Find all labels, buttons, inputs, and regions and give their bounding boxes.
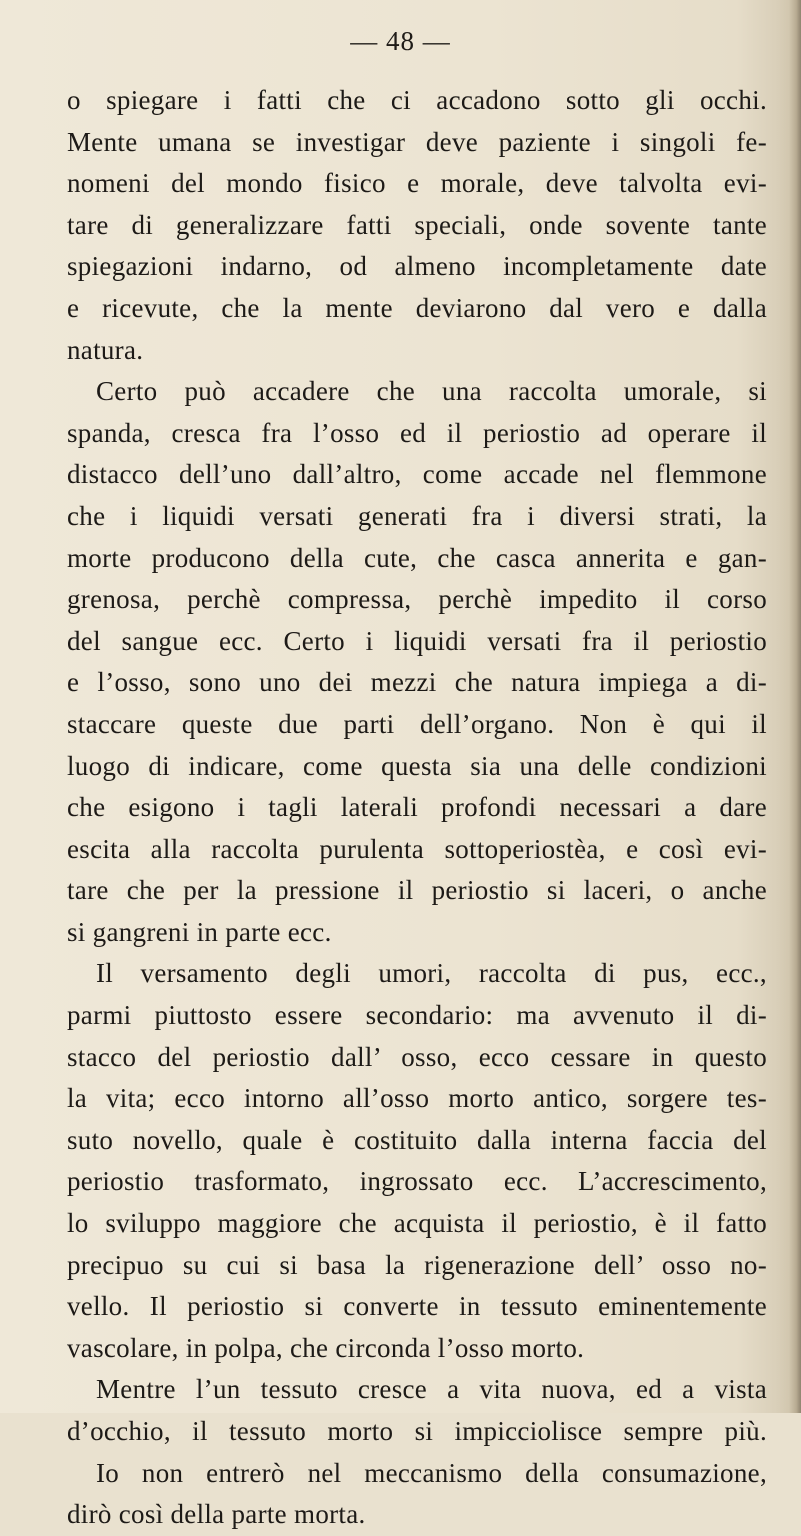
text-line: vello. Il periostio si converte in tessuto eminentemente [67,1291,767,1322]
text-line: Mentre l’un tessuto cresce a vita nuova, ed a vista [96,1374,767,1405]
text-line: la vita; ecco intorno all’osso morto antico, sorgere tes- [67,1083,767,1114]
text-line: e ricevute, che la mente deviarono dal vero e dalla [67,292,767,323]
page-edge-shadow [789,0,801,1413]
text-line: Certo può accadere che una raccolta umorale, si [96,376,767,407]
text-line: distacco dell’uno dall’altro, come accade nel flemmone [67,459,767,490]
text-line: natura. [67,334,144,365]
text-line: morte producono della cute, che casca annerita e gan- [67,542,767,573]
text-line: che i liquidi versati generati fra i diversi strati, la [67,500,767,531]
text-line: periostio trasformato, ingrossato ecc. L’accrescimento, [67,1166,767,1197]
text-line: Io non entrerò nel meccanismo della consumazione, [96,1457,767,1488]
text-line: d’occhio, il tessuto morto si impicciolisce sempre più. [67,1416,767,1446]
text-line: stacco del periostio dall’ osso, ecco cessare in questo [67,1041,767,1072]
text-line: Il versamento degli umori, raccolta di pus, ecc., [96,958,767,989]
text-line: e l’osso, sono uno dei mezzi che natura impiega a di- [67,667,767,698]
text-line: lo sviluppo maggiore che acquista il periostio, è il fatto [67,1208,767,1239]
body-text [67,80,767,1536]
text-line: si gangreni in parte ecc. [67,916,332,947]
page-number: — 48 — [350,26,451,56]
text-line: tare di generalizzare fatti speciali, onde sovente tante [67,209,767,240]
text-line: spiegazioni indarno, od almeno incompletamente date [67,251,767,282]
text-line: o spiegare i fatti che ci accadono sotto gli occhi. [67,85,767,115]
text-line: parmi piuttosto essere secondario: ma avvenuto il di- [67,1000,767,1031]
text-line: grenosa, perchè compressa, perchè impedito il corso [67,584,767,615]
text-line: dirò così della parte morta. [67,1499,366,1530]
text-line: che esigono i tagli laterali profondi necessari a dare [67,792,767,823]
text-line: staccare queste due parti dell’organo. Non è qui il [67,708,767,739]
text-line: escita alla raccolta purulenta sottoperiostèa, e così evi- [67,833,767,864]
text-line: del sangue ecc. Certo i liquidi versati fra il periostio [67,625,767,656]
text-line: spanda, cresca fra l’osso ed il periostio ad operare il [67,417,767,448]
text-line: tare che per la pressione il periostio si laceri, o anche [67,875,767,906]
text-line: nomeni del mondo fisico e morale, deve talvolta evi- [67,168,767,199]
text-line: precipuo su cui si basa la rigenerazione dell’ osso no- [67,1249,767,1280]
text-line: suto novello, quale è costituito dalla interna faccia del [67,1124,767,1155]
text-line: Mente umana se investigar deve paziente i singoli fe- [67,126,767,157]
text-line: vascolare, in polpa, che circonda l’osso morto. [67,1332,585,1363]
text-line: luogo di indicare, come questa sia una delle condizioni [67,750,767,781]
